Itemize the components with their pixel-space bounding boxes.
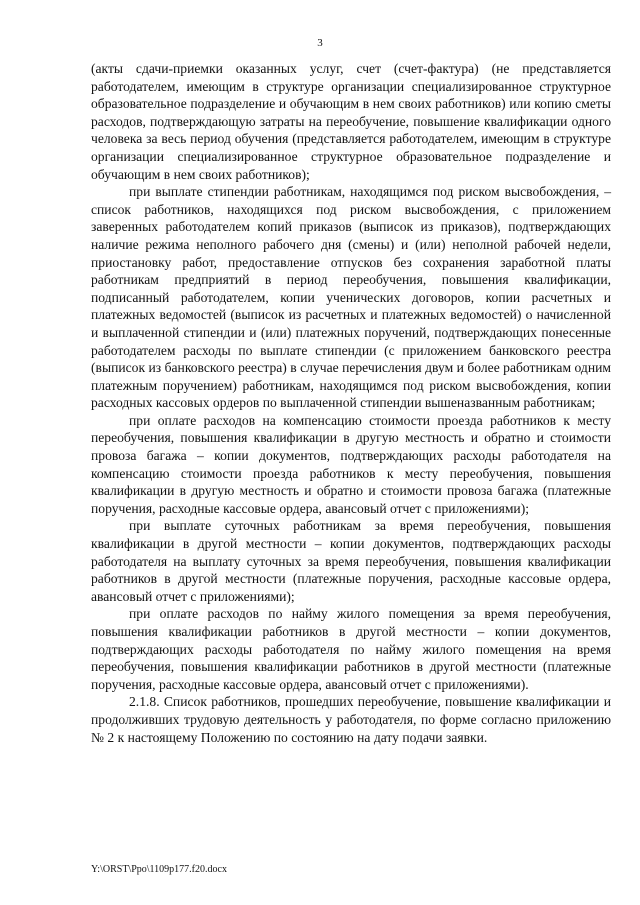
paragraph-travel-costs: при оплате расходов на компенсацию стоимости проезда работников к месту переобучения, повышения квалификации в другую местность и обратно и стоимости провоза багажа – копии документов, подтверждающих расходы работодателя на компенсацию стоимости проезда работников к месту переобучения, повышения квалификации в другую местность и обратно и стоимости провоза багажа (платежные поручения, расходные кассовые ордера, авансовый отчет с приложениями); <box>91 412 611 516</box>
paragraph-stipend: при выплате стипендии работникам, находящимся под риском высвобождения, – список работников, находящихся под риском высвобождения, с приложением заверенных работодателем копий приказов (выписок из приказов), подтверждающих наличие режима неполного рабочего дня (смены) и (или) неполной рабочей недели, приостановку работ, предоставление отпусков без сохранения заработной платы работникам предприятий в период переобучения, повышения квалификации, подписанный работодателем, копии ученических договоров, копии расчетных и платежных ведомостей (выписок из расчетных и платежных ведомостей) о начисленной и выплаченной стипендии и (или) платежных поручений, подтверждающих понесенные работодателем расходы по выплате стипендии (с приложением банковского реестра (выписок из банковского реестра) в случае перечисления двум и более работникам одним платежным поручением) работникам, находящимся под риском высвобождения, копии расходных кассовых ордеров по выплаченной стипендии вышеназванным работникам; <box>91 184 611 411</box>
document-body <box>91 60 611 746</box>
paragraph-daily-allowance: при выплате суточных работникам за время переобучения, повышения квалификации в другой местности – копии документов, подтверждающих расходы работодателя на выплату суточных за время переобучения, повышения квалификации работников в другой местности (платежные поручения, расходные кассовые ордера, авансовый отчет с приложениями); <box>91 518 611 604</box>
page-number: 3 <box>317 37 323 49</box>
paragraph-continuation: (акты сдачи-приемки оказанных услуг, счет (счет-фактура) (не представляется работодателем, имеющим в структуре организации специализированное структурное образовательное подразделение и обучающим в нем своих работников) или копию сметы расходов, подтверждающую затраты на переобучение, повышение квалификации одного человека за весь период обучения (представляется работодателем, имеющим в структуре организации специализированное структурное образовательное подразделение и обучающим в нем своих работников); <box>91 61 611 182</box>
paragraph-2-1-8: 2.1.8. Список работников, прошедших переобучение, повышение квалификации и продолживших трудовую деятельность у работодателя, по форме согласно приложению № 2 к настоящему Положению по состоянию на дату подачи заявки. <box>91 694 611 745</box>
footer-file-path: Y:\ORST\Ppo\1109p177.f20.docx <box>91 864 227 875</box>
paragraph-housing-costs: при оплате расходов по найму жилого помещения за время переобучения, повышения квалификации работников в другой местности – копии документов, подтверждающих расходы работодателя по найму жилого помещения на время переобучения, повышения квалификации работников в другой местности (платежные поручения, расходные кассовые ордера, авансовый отчет с приложениями). <box>91 606 611 692</box>
